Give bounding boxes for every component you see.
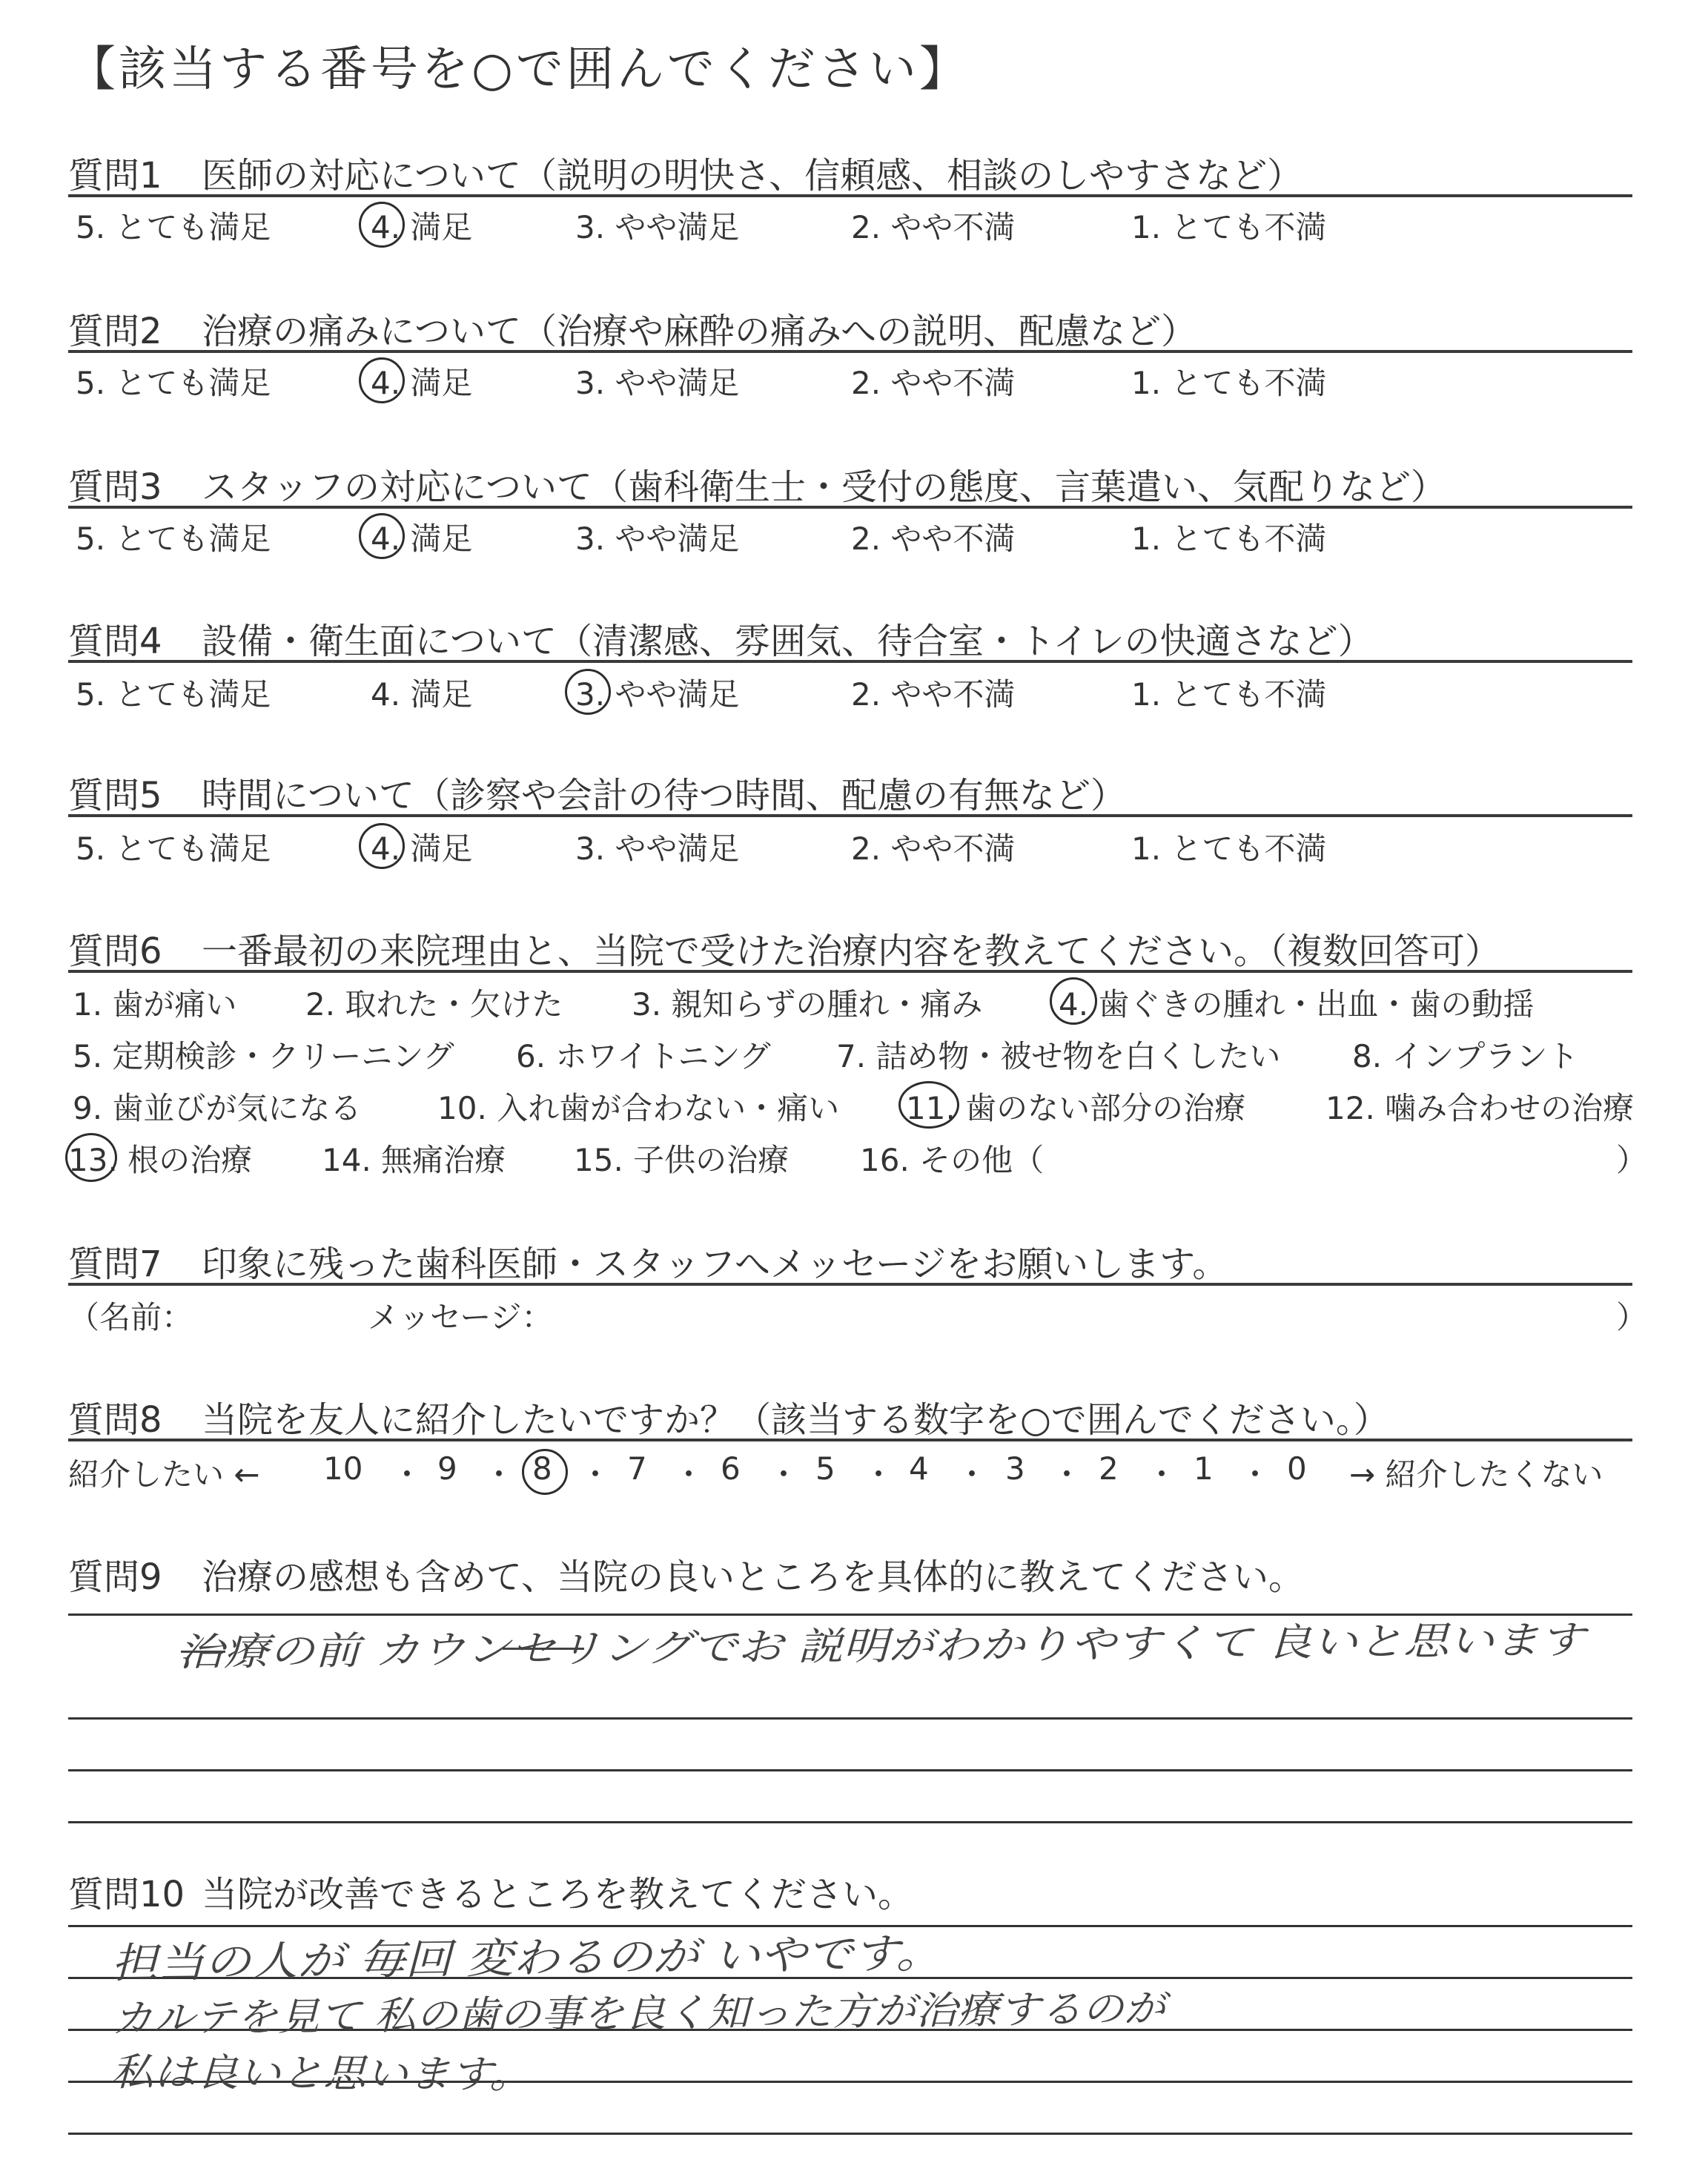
question-2 <box>68 303 1632 354</box>
question-rule <box>68 194 1632 197</box>
option-3[interactable]: 3. やや満足 <box>575 365 740 401</box>
message-close-paren: ） <box>1616 1299 1648 1335</box>
score-10[interactable]: 10 <box>323 1450 363 1487</box>
reason-option-6[interactable]: 6. ホワイトニング <box>516 1038 771 1074</box>
reason-option-3[interactable]: 3. 親知らずの腫れ・痛み <box>632 986 983 1023</box>
question-rule <box>68 506 1632 509</box>
dot-separator: ・ <box>863 1456 895 1493</box>
question-number: 質問5 <box>68 775 162 816</box>
question-1 <box>68 147 1632 198</box>
dot-separator: ・ <box>483 1456 515 1493</box>
reason-options-row-2 <box>0 1032 1708 1077</box>
dot-separator: ・ <box>956 1456 988 1493</box>
question-rule <box>68 814 1632 817</box>
score-0[interactable]: 0 <box>1287 1450 1307 1487</box>
question-rule <box>68 660 1632 663</box>
question-number: 質問9 <box>68 1556 162 1598</box>
score-7[interactable]: 7 <box>627 1450 647 1487</box>
dot-separator: ・ <box>1239 1456 1271 1493</box>
dot-separator: ・ <box>1146 1456 1178 1493</box>
reason-option-14[interactable]: 14. 無痛治療 <box>322 1142 506 1178</box>
handwritten-answer-line-3: 私は良いと思います。 <box>110 2050 532 2098</box>
dot-separator: ・ <box>580 1456 612 1493</box>
option-5[interactable]: 5. とても満足 <box>76 521 271 557</box>
dot-separator: ・ <box>768 1456 800 1493</box>
reason-option-15[interactable]: 15. 子供の治療 <box>574 1142 790 1178</box>
message-label: メッセージ： <box>368 1299 553 1335</box>
score-9[interactable]: 9 <box>437 1450 457 1487</box>
recommend-scale <box>0 1450 1708 1495</box>
reason-options-row-3 <box>0 1084 1708 1129</box>
option-5[interactable]: 5. とても満足 <box>76 209 271 245</box>
option-3[interactable]: 3. やや満足 <box>575 830 740 867</box>
reason-option-1[interactable]: 1. 歯が痛い <box>73 986 237 1023</box>
question-4 <box>68 612 1632 664</box>
question-number: 質問10 <box>68 1874 185 1915</box>
question-text: スタッフの対応について（歯科衛生士・受付の態度、言葉遣い、気配りなど） <box>202 466 1447 508</box>
question-10 <box>68 1866 1632 1917</box>
answer-line <box>68 1717 1632 1720</box>
question-text: 医師の対応について（説明の明快さ、信頼感、相談のしやすさなど） <box>202 155 1303 196</box>
question-text: 治療の痛みについて（治療や麻酔の痛みへの説明、配慮など） <box>202 311 1197 352</box>
reason-option-7[interactable]: 7. 詰め物・被せ物を白くしたい <box>836 1038 1281 1074</box>
option-2[interactable]: 2. やや不満 <box>851 676 1016 713</box>
rating-options-q1 <box>0 203 1708 248</box>
question-8 <box>68 1391 1632 1442</box>
option-4[interactable]: 4. 満足 <box>371 209 473 245</box>
rating-options-q4 <box>0 670 1708 715</box>
option-4[interactable]: 4. 満足 <box>371 830 473 867</box>
score-5[interactable]: 5 <box>815 1450 835 1487</box>
question-text: 一番最初の来院理由と、当院で受けた治療内容を教えてください。（複数回答可） <box>202 931 1501 972</box>
option-1[interactable]: 1. とても不満 <box>1131 830 1327 867</box>
question-text: 設備・衛生面について（清潔感、雰囲気、待合室・トイレの快適さなど） <box>202 621 1374 662</box>
option-5[interactable]: 5. とても満足 <box>76 365 271 401</box>
score-2[interactable]: 2 <box>1099 1450 1119 1487</box>
option-2[interactable]: 2. やや不満 <box>851 521 1016 557</box>
reason-option-8[interactable]: 8. インプラント <box>1352 1038 1579 1074</box>
question-5 <box>68 767 1632 818</box>
dot-separator: ・ <box>673 1456 705 1493</box>
option-1[interactable]: 1. とても不満 <box>1131 365 1327 401</box>
option-3[interactable]: 3. やや満足 <box>575 676 740 713</box>
strikethrough <box>181 1651 225 1653</box>
score-6[interactable]: 6 <box>721 1450 741 1487</box>
question-text: 時間について（診察や会計の待つ時間、配慮の有無など） <box>202 775 1127 816</box>
handwritten-answer-line-1: 担当の人が 毎回 変わるのが いやです。 <box>110 1929 943 1988</box>
question-number: 質問8 <box>68 1399 162 1441</box>
recommend-left-label: 紹介したい ← <box>68 1456 260 1493</box>
reason-options-row-4 <box>0 1136 1708 1180</box>
instruction-header: 【該当する番号を○で囲んでください】 <box>68 42 970 97</box>
option-5[interactable]: 5. とても満足 <box>76 676 271 713</box>
message-fields <box>0 1293 1708 1338</box>
reason-option-13[interactable]: 13. 根の治療 <box>68 1142 253 1178</box>
rating-options-q2 <box>0 359 1708 403</box>
option-4[interactable]: 4. 満足 <box>371 676 473 713</box>
score-1[interactable]: 1 <box>1194 1450 1214 1487</box>
question-text: 治療の感想も含めて、当院の良いところを具体的に教えてください。 <box>202 1556 1305 1598</box>
option-4[interactable]: 4. 満足 <box>371 521 473 557</box>
option-1[interactable]: 1. とても不満 <box>1131 676 1327 713</box>
option-3[interactable]: 3. やや満足 <box>575 521 740 557</box>
recommend-right-label: → 紹介したくない <box>1349 1456 1603 1493</box>
score-4[interactable]: 4 <box>909 1450 929 1487</box>
name-label: （名前： <box>68 1299 193 1335</box>
dot-separator: ・ <box>391 1456 423 1493</box>
question-9 <box>68 1548 1632 1599</box>
question-rule <box>68 1283 1632 1286</box>
answer-line <box>68 1821 1632 1823</box>
question-number: 質問3 <box>68 466 162 508</box>
dot-separator: ・ <box>1051 1456 1083 1493</box>
question-text: 当院を友人に紹介したいですか？（該当する数字を○で囲んでください。） <box>202 1399 1389 1441</box>
option-2[interactable]: 2. やや不満 <box>851 209 1016 245</box>
question-text: 当院が改善できるところを教えてください。 <box>202 1874 914 1915</box>
question-text: 印象に残った歯科医師・スタッフへメッセージをお願いします。 <box>202 1244 1228 1285</box>
reason-option-5[interactable]: 5. 定期検診・クリーニング <box>73 1038 454 1074</box>
question-rule <box>68 970 1632 973</box>
rating-options-q3 <box>0 515 1708 559</box>
reason-option-9[interactable]: 9. 歯並びが気になる <box>73 1090 362 1126</box>
handwritten-answer-q9: 治療の前 カウンセリングでお 説明がわかりやすくて 良いと思います <box>177 1618 1586 1675</box>
reason-options-row-1 <box>0 980 1708 1025</box>
option-5[interactable]: 5. とても満足 <box>76 830 271 867</box>
question-7 <box>68 1235 1632 1287</box>
question-6 <box>68 922 1632 974</box>
question-rule <box>68 1439 1632 1441</box>
score-3[interactable]: 3 <box>1005 1450 1025 1487</box>
reason-option-11[interactable]: 11. 歯のない部分の治療 <box>906 1090 1246 1126</box>
reason-option-10[interactable]: 10. 入れ歯が合わない・痛い <box>437 1090 840 1126</box>
option-2[interactable]: 2. やや不満 <box>851 365 1016 401</box>
handwritten-answer-line-2: カルテを見て 私の歯の事を良く知った方が治療するのが <box>110 1986 1166 2041</box>
option-1[interactable]: 1. とても不満 <box>1131 521 1327 557</box>
question-number: 質問7 <box>68 1244 162 1285</box>
option-3[interactable]: 3. やや満足 <box>575 209 740 245</box>
reason-option-4[interactable]: 4. 歯ぐきの腫れ・出血・歯の動揺 <box>1059 986 1535 1023</box>
score-8[interactable]: 8 <box>532 1450 552 1487</box>
question-number: 質問4 <box>68 621 162 662</box>
question-number: 質問1 <box>68 155 162 196</box>
reason-option-2[interactable]: 2. 取れた・欠けた <box>305 986 563 1023</box>
reason-option-16[interactable]: 16. その他（ <box>860 1142 1045 1178</box>
reason-option-12[interactable]: 12. 噛み合わせの治療 <box>1325 1090 1635 1126</box>
question-rule <box>68 350 1632 353</box>
strikethrough <box>503 1648 584 1650</box>
question-number: 質問6 <box>68 931 162 972</box>
other-close-paren: ） <box>1616 1142 1648 1178</box>
answer-line <box>68 1769 1632 1771</box>
question-3 <box>68 458 1632 509</box>
option-2[interactable]: 2. やや不満 <box>851 830 1016 867</box>
option-4[interactable]: 4. 満足 <box>371 365 473 401</box>
rating-options-q5 <box>0 825 1708 869</box>
option-1[interactable]: 1. とても不満 <box>1131 209 1327 245</box>
answer-line <box>68 2133 1632 2135</box>
question-number: 質問2 <box>68 311 162 352</box>
